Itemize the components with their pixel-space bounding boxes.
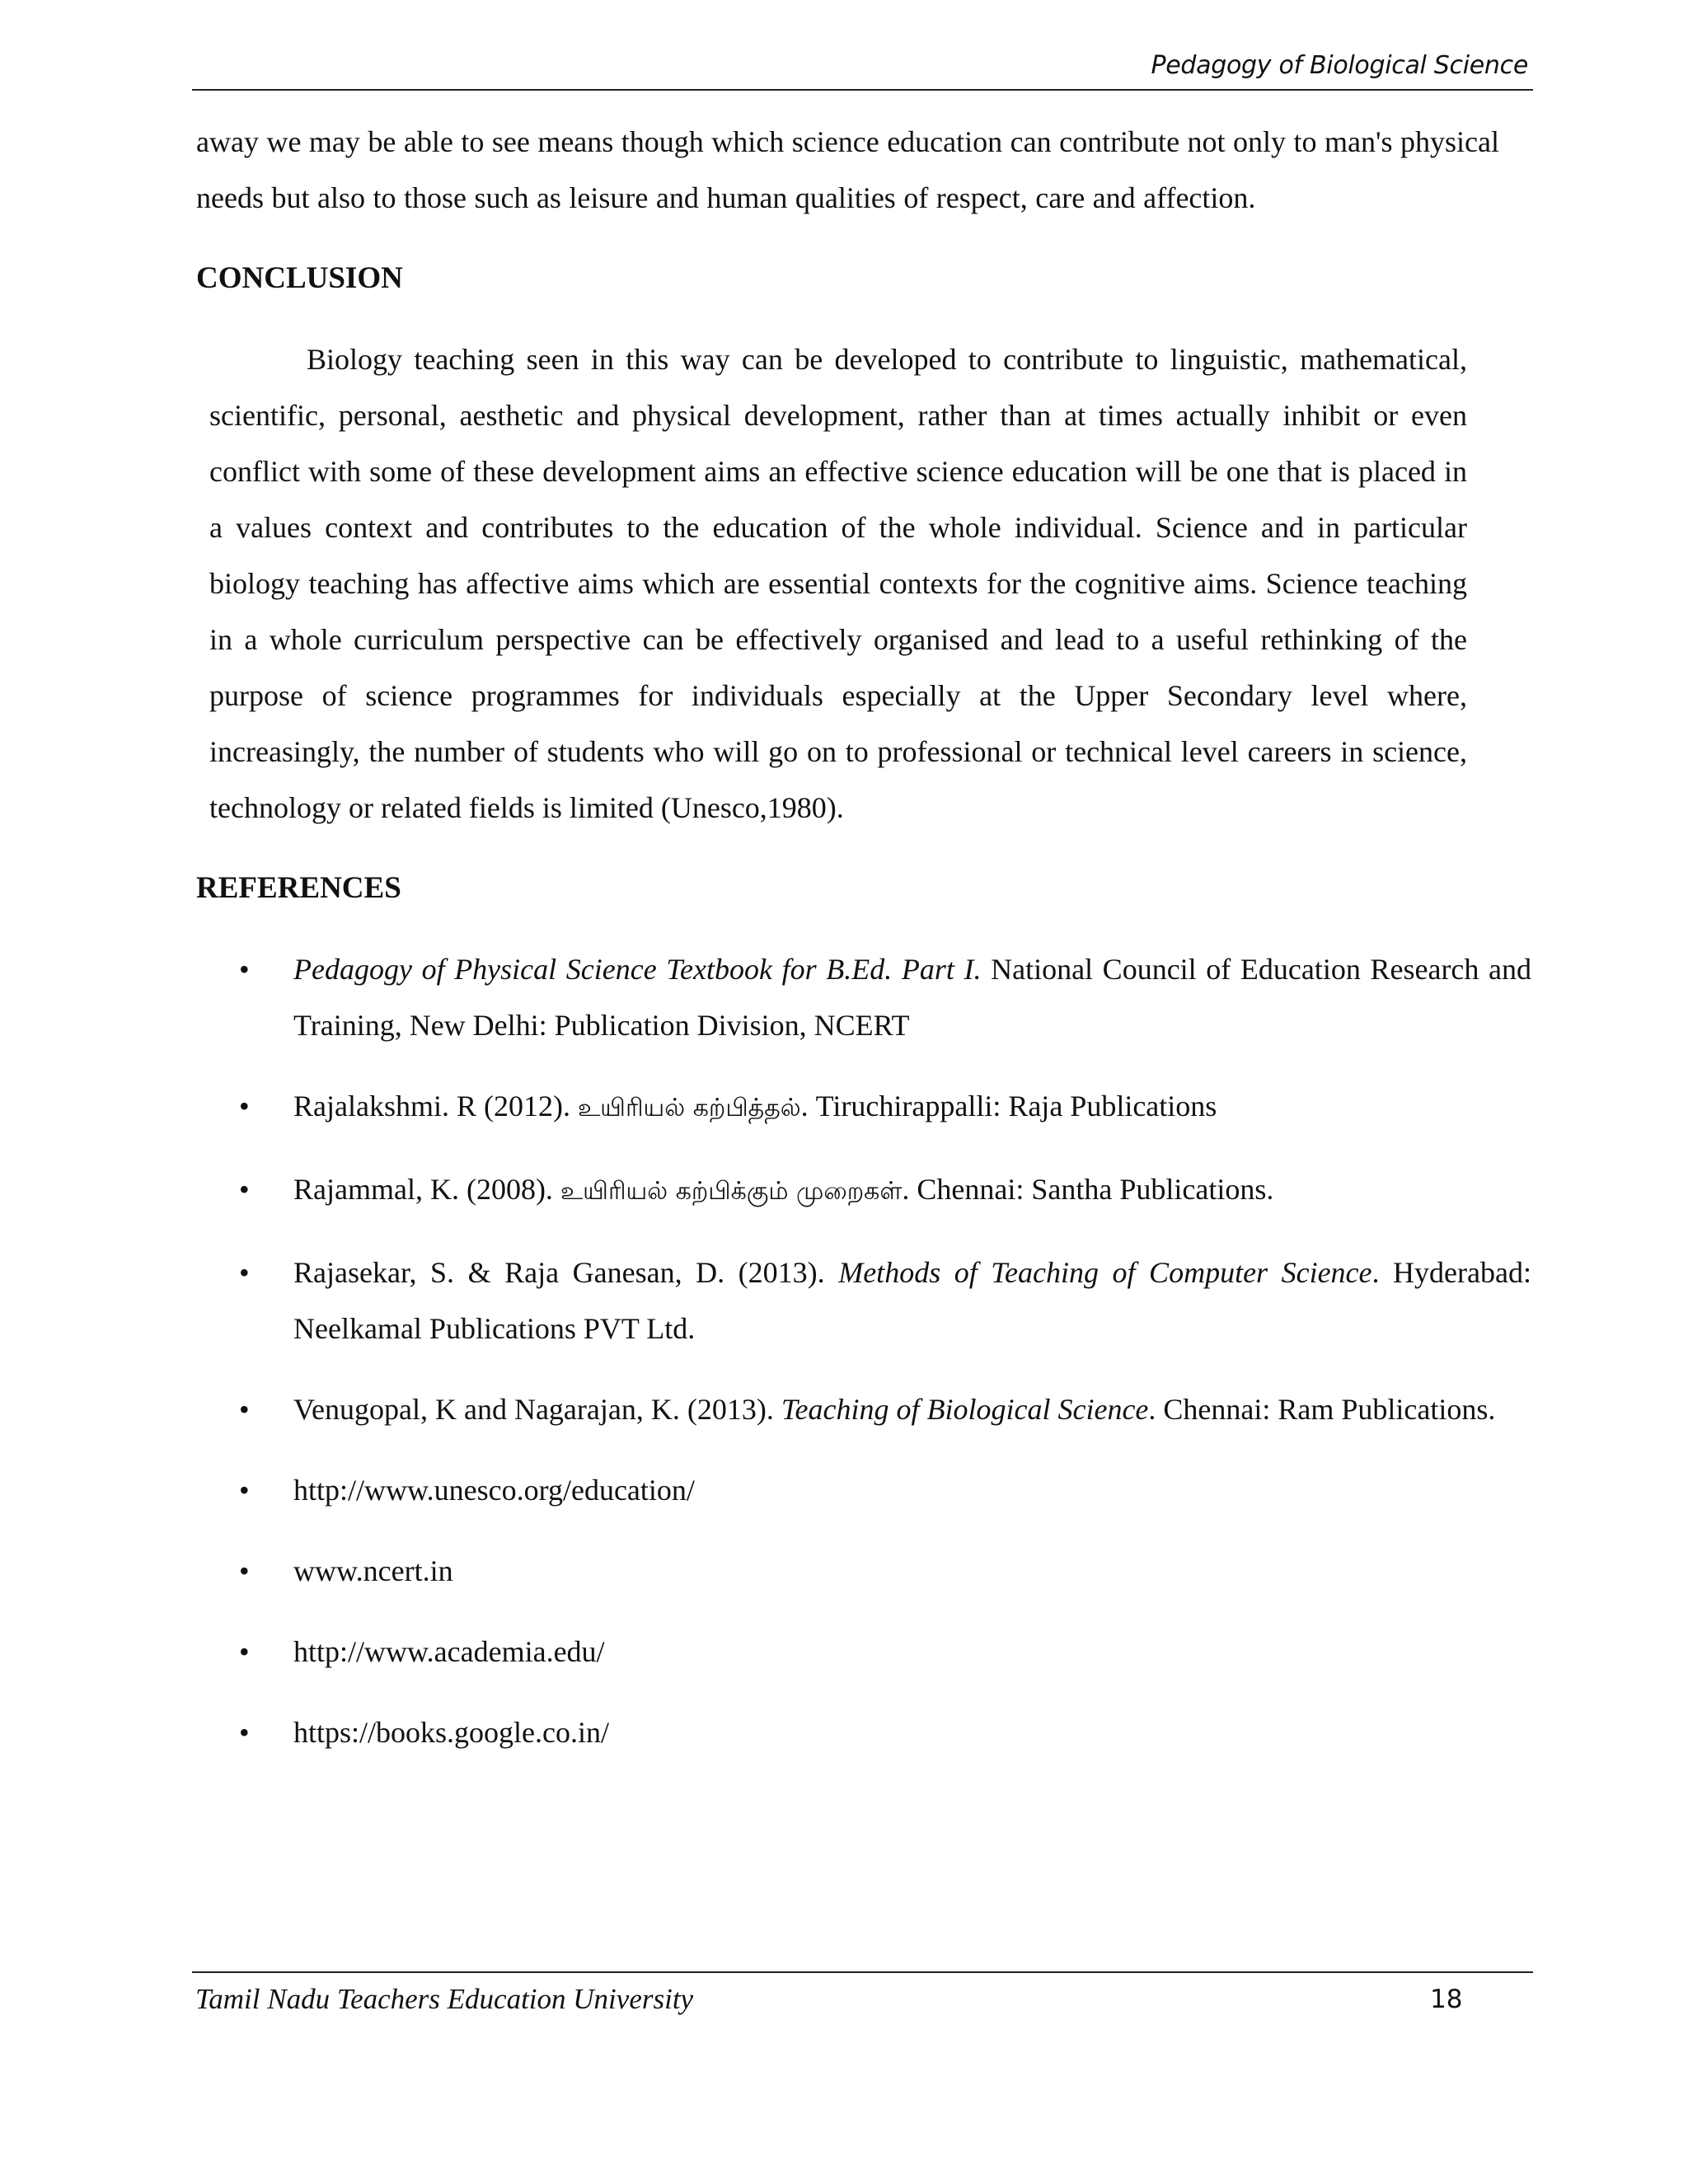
bullet-icon: • [239, 1635, 250, 1668]
reference-item [196, 1381, 1531, 1437]
bullet-icon: • [239, 1474, 250, 1507]
reference-item [196, 1462, 1531, 1518]
reference-tamil-title: உயிரியல் கற்பிக்கும் முறைகள் [560, 1177, 903, 1206]
bullet-icon: • [239, 1716, 250, 1749]
reference-link[interactable]: https://books.google.co.in/ [293, 1716, 609, 1749]
reference-link[interactable]: http://www.academia.edu/ [293, 1635, 605, 1668]
page-number: 18 [1430, 1985, 1463, 2014]
conclusion-heading: CONCLUSION [196, 261, 403, 295]
reference-details: . Tiruchirappalli: Raja Publications [800, 1090, 1217, 1122]
reference-link[interactable]: www.ncert.in [293, 1554, 453, 1587]
reference-author: Rajalakshmi. R (2012). [293, 1090, 578, 1122]
reference-title: Methods of Teaching of Computer Science [838, 1256, 1372, 1289]
reference-item [196, 1244, 1531, 1357]
page-footer [192, 1971, 1533, 2022]
reference-title: Teaching of Biological Science [781, 1393, 1149, 1426]
page-header [192, 48, 1533, 91]
intro-paragraph: away we may be able to see means though which science education can contribute not only to man's physical needs but also to those such as leisure and human qualities of respect, care and affection. [196, 125, 1499, 214]
reference-tamil-title: உயிரியல் கற்பித்தல் [577, 1094, 801, 1122]
bullet-icon: • [239, 1554, 250, 1587]
reference-item [196, 1161, 1531, 1220]
reference-link[interactable]: http://www.unesco.org/education/ [293, 1474, 695, 1507]
bullet-icon: • [239, 953, 250, 986]
reference-details: . Chennai: Ram Publications. [1148, 1393, 1496, 1426]
reference-details: National Council of Education Research and Training, New Delhi: Publication Division, NCERT [293, 953, 1532, 1042]
page-content [196, 114, 1531, 1785]
reference-author: Rajasekar, S. & Raja Ganesan, D. (2013). [293, 1256, 839, 1289]
references-heading: REFERENCES [196, 871, 401, 905]
reference-author: Venugopal, K and Nagarajan, K. (2013). [293, 1393, 781, 1426]
bullet-icon: • [239, 1256, 250, 1289]
bullet-icon: • [239, 1090, 250, 1122]
reference-item [196, 1704, 1531, 1760]
footer-institution: Tamil Nadu Teachers Education University [195, 1983, 694, 2015]
reference-details: . Chennai: Santha Publications. [902, 1173, 1274, 1206]
references-list [196, 941, 1531, 1760]
running-header-title: Pedagogy of Biological Science [1151, 51, 1528, 80]
bullet-icon: • [239, 1173, 250, 1206]
reference-details: . Hyderabad: Neelkamal Publications PVT Ltd. [293, 1256, 1531, 1345]
bullet-icon: • [239, 1393, 250, 1426]
reference-item [196, 941, 1531, 1053]
reference-item [196, 1624, 1531, 1680]
reference-author: Rajammal, K. (2008). [293, 1173, 560, 1206]
reference-title: Pedagogy of Physical Science Textbook for B.Ed. Part I. [293, 953, 982, 986]
reference-item [196, 1078, 1531, 1137]
conclusion-paragraph: Biology teaching seen in this way can be developed to contribute to linguistic, mathematical, scientific, personal, aesthetic and physical development, rather than at times actually inhibit or even conflict with some of these development aims an effective science education will be one that is placed in a values context and contributes to the education of the whole individual. Science and in particular biology teaching has affective aims which are essential contexts for the cognitive aims. Science teaching in a whole curriculum perspective can be effectively organised and lead to a useful rethinking of the purpose of science programmes for individuals especially at the Upper Secondary level where, increasingly, the number of students who will go on to professional or technical level careers in science, technology or related fields is limited (Unesco,1980). [209, 343, 1467, 824]
reference-item [196, 1543, 1531, 1599]
